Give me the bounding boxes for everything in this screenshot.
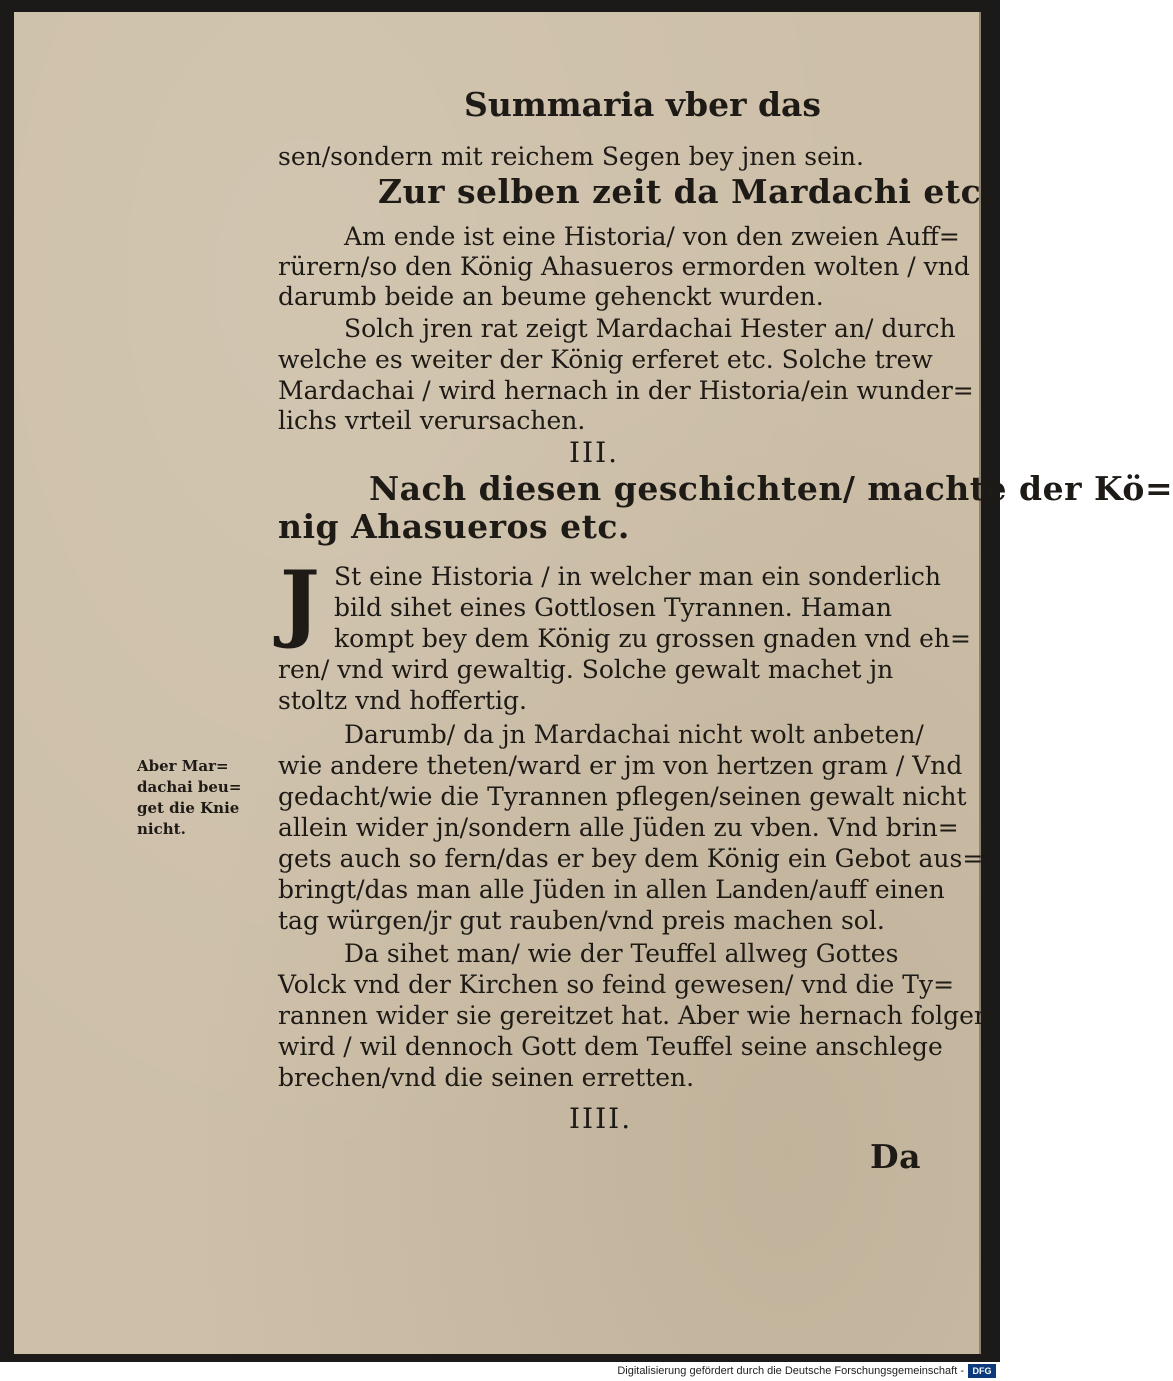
text-line: wird / wil dennoch Gott dem Teuffel seine anschlege [278, 1032, 943, 1061]
text-line: rürern/so den König Ahasueros ermorden wolten / vnd [278, 252, 970, 281]
text-line: allein wider jn/sondern alle Jüden zu vben. Vnd brin= [278, 813, 959, 842]
page-text [14, 12, 1173, 1354]
text-line: St eine Historia / in welcher man ein sonderlich [334, 562, 941, 591]
section-number: III. [569, 436, 620, 469]
text-line: stoltz vnd hoffertig. [278, 686, 527, 715]
text-line: tag würgen/jr gut rauben/vnd preis machen sol. [278, 906, 885, 935]
digitization-credit: Digitalisierung gefördert durch die Deutsche Forschungsgemeinschaft - [617, 1365, 964, 1377]
text-line: wie andere theten/ward er jm von hertzen gram / Vnd [278, 751, 963, 780]
text-line: gets auch so fern/das er bey dem König ein Gebot aus= [278, 844, 984, 873]
margin-note-line: Aber Mar= [137, 757, 229, 775]
section-number: IIII. [569, 1102, 633, 1135]
margin-note-line: get die Knie [137, 799, 240, 817]
section-heading: Zur selben zeit da Mardachi etc. [378, 172, 994, 211]
section-heading: Nach diesen geschichten/ machte der Kö= [369, 469, 1173, 508]
running-head: Summaria vber das [464, 85, 821, 124]
text-line: brechen/vnd die seinen erretten. [278, 1063, 695, 1092]
text-line: bild sihet eines Gottlosen Tyrannen. Haman [334, 593, 893, 622]
catchword: Da [870, 1137, 921, 1176]
text-line: Darumb/ da jn Mardachai nicht wolt anbeten/ [344, 720, 924, 749]
text-line: bringt/das man alle Jüden in allen Landen/auff einen [278, 875, 945, 904]
text-line: sen/sondern mit reichem Segen bey jnen sein. [278, 142, 864, 171]
text-line: lichs vrteil verursachen. [278, 406, 586, 435]
footer-bar [0, 1362, 1000, 1381]
text-line: Da sihet man/ wie der Teuffel allweg Gottes [344, 939, 899, 968]
text-line: darumb beide an beume gehenckt wurden. [278, 282, 824, 311]
text-line: Am ende ist eine Historia/ von den zweien Auff= [344, 222, 960, 251]
text-line: welche es weiter der König erferet etc. Solche trew [278, 345, 933, 374]
text-line: Solch jren rat zeigt Mardachai Hester an/ durch [344, 314, 956, 343]
text-line: Volck vnd der Kirchen so feind gewesen/ vnd die Ty= [278, 970, 955, 999]
drop-initial: J [280, 552, 320, 651]
text-line: Mardachai / wird hernach in der Historia/ein wunder= [278, 376, 974, 405]
text-line: rannen wider sie gereitzet hat. Aber wie hernach folgen [278, 1001, 991, 1030]
text-line: gedacht/wie die Tyrannen pflegen/seinen gewalt nicht [278, 782, 967, 811]
dfg-logo: DFG [968, 1364, 996, 1378]
margin-note-line: dachai beu= [137, 778, 242, 796]
margin-note-line: nicht. [137, 820, 186, 838]
text-line: ren/ vnd wird gewaltig. Solche gewalt machet jn [278, 655, 894, 684]
section-heading: nig Ahasueros etc. [278, 507, 630, 546]
book-page [14, 12, 1173, 1354]
text-line: kompt bey dem König zu grossen gnaden vnd eh= [334, 624, 971, 653]
